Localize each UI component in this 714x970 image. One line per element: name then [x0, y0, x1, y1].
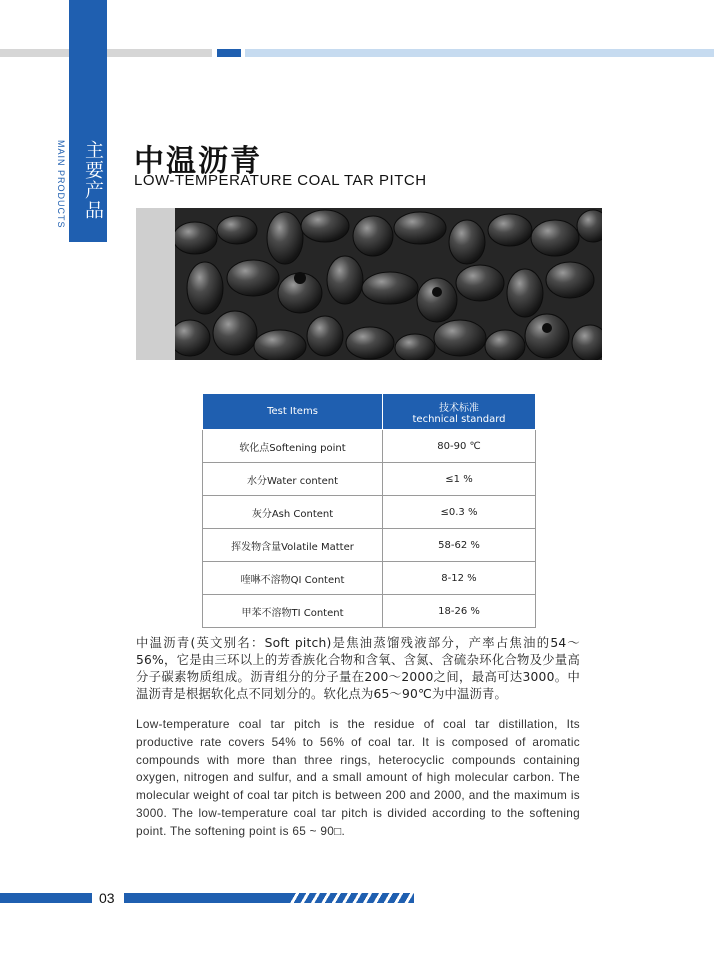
page-title-en: LOW-TEMPERATURE COAL TAR PITCH [134, 172, 427, 189]
header-test-items: Test Items [203, 394, 383, 430]
row-item: 灰分Ash Content [203, 496, 383, 529]
description-cn: 中温沥青(英文别名：Soft pitch)是焦油蒸馏残液部分，产率占焦油的54～56%，它是由三环以上的芳香族化合物和含氧、含氮、含硫杂环化合物及少量高分子碳素物质组成。沥青组分的分子量在200～2000之间，最高可达3000。中温沥青是根据软化点不同划分的。软化点为65～90℃为中温沥青。 [136, 636, 580, 701]
specification-table [202, 393, 536, 628]
top-bar-light [245, 49, 714, 57]
footer-stripes [289, 893, 414, 903]
product-photo [175, 208, 602, 360]
row-item: 软化点Softening point [203, 430, 383, 463]
header-standard-en: technical standard [412, 413, 506, 425]
row-value: ≤1 % [383, 463, 536, 496]
table-row [203, 430, 536, 463]
row-item: 甲苯不溶物TI Content [203, 595, 383, 628]
row-value: 80-90 ℃ [383, 430, 536, 463]
row-item: 喹啉不溶物QI Content [203, 562, 383, 595]
row-value: 8-12 % [383, 562, 536, 595]
page-number: 03 [99, 890, 115, 906]
table-row [203, 562, 536, 595]
row-value: ≤0.3 % [383, 496, 536, 529]
section-label-en: MAIN PRODUCTS [56, 140, 66, 229]
page-title-cn: 中温沥青 [134, 144, 262, 179]
section-label-cn: 主要产品 [82, 140, 104, 220]
table-row [203, 496, 536, 529]
table-row [203, 463, 536, 496]
header-technical-standard [383, 394, 536, 430]
table-header-row [203, 394, 536, 430]
footer-bar-right [124, 893, 289, 903]
row-item: 挥发物含量Volatile Matter [203, 529, 383, 562]
description-en: Low-temperature coal tar pitch is the residue of coal tar distillation, Its productive rate covers 54% to 56% of coal tar. It is composed of aromatic compounds with more than three rings, heterocyclic compounds containing oxygen, nitrogen and sulfur, and a small amount of high molecular carbon. The molecular weight of coal tar pitch is between 200 and 2000, and the maximum is 3000. The low-temperature coal tar pitch is divided according to the softening point. The softening point is 65 ~ 90□. [136, 717, 580, 838]
header-standard-cn: 技术标准 [439, 402, 479, 414]
row-item: 水分Water content [203, 463, 383, 496]
row-value: 58-62 % [383, 529, 536, 562]
footer-bar-left [0, 893, 92, 903]
table-row [203, 529, 536, 562]
table-row [203, 595, 536, 628]
row-value: 18-26 % [383, 595, 536, 628]
top-bar-accent [217, 49, 241, 57]
